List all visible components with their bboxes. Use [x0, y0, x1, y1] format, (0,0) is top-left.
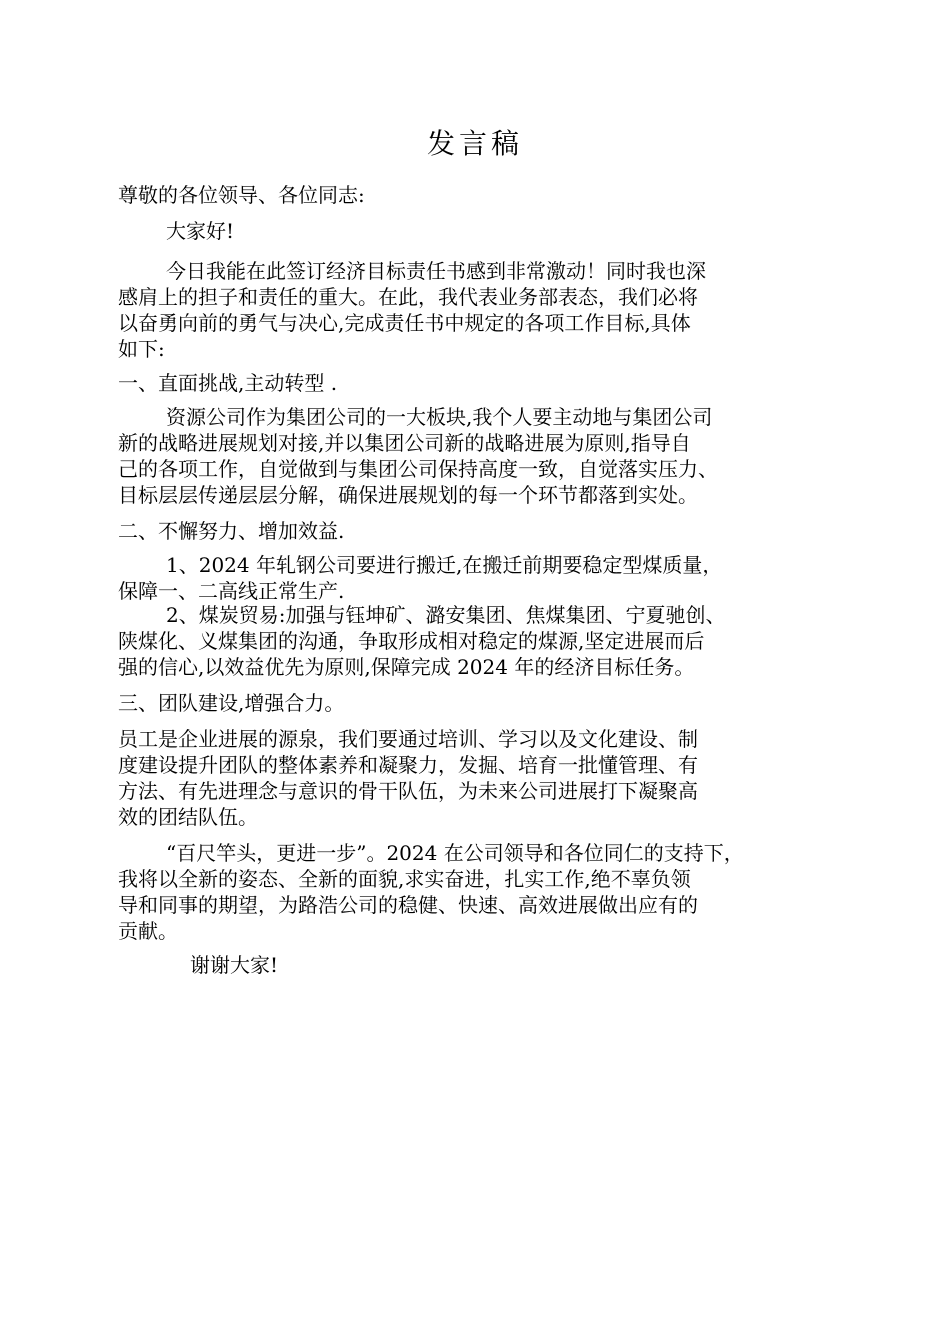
intro-line-1: 今日我能在此签订经济目标责任书感到非常激动！同时我也深 — [166, 259, 706, 283]
section3-line-3: 方法、有先进理念与意识的骨干队伍，为未来公司进展打下凝聚高 — [118, 779, 698, 803]
salutation: 尊敬的各位领导、各位同志: — [118, 183, 365, 207]
intro-line-2: 感肩上的担子和责任的重大。在此，我代表业务部表态，我们必将 — [118, 285, 698, 309]
section1-line-4: 目标层层传递层层分解，确保进展规划的每一个环节都落到实处。 — [118, 483, 698, 507]
closing-line-4: 贡献。 — [118, 919, 178, 943]
section2-item1-line-2: 保障一、二高线正常生产. — [118, 579, 345, 603]
section3-line-4: 效的团结队伍。 — [118, 805, 258, 829]
section1-line-3: 己的各项工作，自觉做到与集团公司保持高度一致，自觉落实压力、 — [118, 457, 718, 481]
section2-item2-line-2: 陕煤化、义煤集团的沟通，争取形成相对稳定的煤源,坚定进展而后 — [118, 629, 705, 653]
intro-line-4: 如下: — [118, 337, 165, 361]
section2-heading: 二、不懈努力、增加效益. — [118, 519, 345, 543]
thanks: 谢谢大家! — [190, 953, 279, 977]
closing-line-3: 导和同事的期望，为路浩公司的稳健、快速、高效进展做出应有的 — [118, 893, 698, 917]
section3-heading: 三、团队建设,增强合力。 — [118, 691, 345, 715]
closing-line-2: 我将以全新的姿态、全新的面貌,求实奋进，扎实工作,绝不辜负领 — [118, 867, 691, 891]
section1-heading: 一、直面挑战,主动转型 . — [118, 371, 338, 395]
section3-line-1: 员工是企业进展的源泉，我们要通过培训、学习以及文化建设、制 — [118, 727, 698, 751]
section2-item2-line-1: 2、煤炭贸易:加强与钰坤矿、潞安集团、焦煤集团、宁夏驰创、 — [166, 603, 726, 627]
closing-line-1: “百尺竿头，更进一步”。2024 在公司领导和各位同仁的支持下， — [166, 841, 744, 865]
section2-item2-line-3: 强的信心,以效益优先为原则,保障完成 2024 年的经济目标任务。 — [118, 655, 695, 679]
section1-line-2: 新的战略进展规划对接,并以集团公司新的战略进展为原则,指导自 — [118, 431, 691, 455]
page-title: 发言稿 — [426, 127, 523, 160]
section3-line-2: 度建设提升团队的整体素养和凝聚力，发掘、培育一批懂管理、有 — [118, 753, 698, 777]
intro-line-3: 以奋勇向前的勇气与决心,完成责任书中规定的各项工作目标,具体 — [118, 311, 691, 335]
section2-item1-line-1: 1、2024 年轧钢公司要进行搬迁,在搬迁前期要稳定型煤质量， — [166, 553, 723, 577]
greeting: 大家好! — [166, 219, 235, 243]
section1-line-1: 资源公司作为集团公司的一大板块,我个人要主动地与集团公司 — [166, 405, 713, 429]
